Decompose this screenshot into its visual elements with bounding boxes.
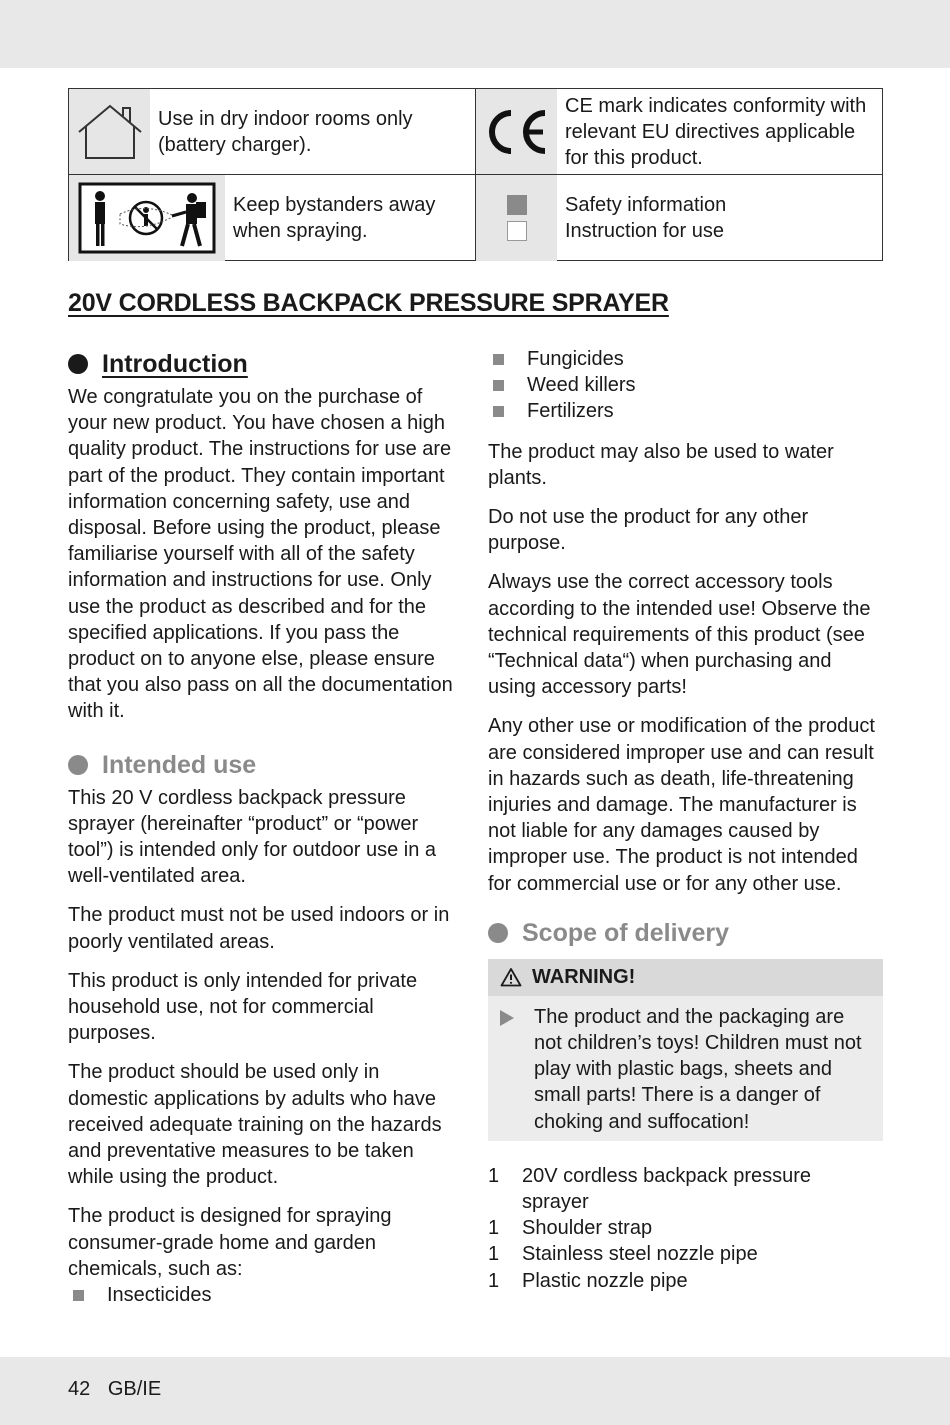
item-qty: 1 bbox=[488, 1243, 500, 1266]
right-column bbox=[488, 346, 883, 1294]
bullet-dot-icon bbox=[68, 354, 88, 374]
bullet-dot-icon bbox=[68, 755, 88, 775]
warning-title: WARNING! bbox=[532, 966, 636, 989]
instruction-label: Instruction for use bbox=[565, 220, 724, 242]
symbols-table bbox=[68, 88, 883, 261]
item-name: Stainless steel nozzle pipe bbox=[522, 1243, 758, 1266]
intended-use-paragraph: The product is designed for spraying consumer-grade home and garden chemicals, such as: bbox=[68, 1205, 392, 1280]
introduction-text: We congratulate you on the purchase of your new product. You have chosen a high quality product. The instructions for use are part of the product. They contain important information concerning safety, use and disposal. Before using the product, please familiarise yourself with all of the safety information and instructions for use. Only use the product as described and for the specified applications. If you pass the product on to anyone else, please ensure that you also pass on all the documentation with it. bbox=[68, 386, 453, 723]
intended-use-heading-text: Intended use bbox=[102, 750, 257, 779]
list-item bbox=[488, 372, 883, 398]
item-name: Shoulder strap bbox=[522, 1217, 653, 1240]
list-item bbox=[488, 398, 883, 424]
ce-mark-icon bbox=[476, 89, 557, 174]
intended-use-paragraph: Any other use or modification of the product are considered improper use and can result in hazards such as death, life-threatening injuries and damage. The manufacturer is not liable for any damages caused by improper use. The product is not intended for commercial use or for any other use. bbox=[488, 715, 875, 895]
chemical-label: Insecticides bbox=[107, 1284, 212, 1307]
warning-triangle-icon bbox=[500, 967, 522, 987]
header-band bbox=[0, 0, 950, 68]
warning-body bbox=[488, 996, 883, 1141]
intended-use-paragraph: Do not use the product for any other purpose. bbox=[488, 506, 809, 555]
warning-text: The product and the packaging are not children’s toys! Children must not play with plastic bags, sheets and small parts! There is a danger of choking and suffocation! bbox=[534, 1005, 862, 1133]
chemical-label: Fungicides bbox=[527, 348, 624, 370]
list-item bbox=[68, 1282, 463, 1308]
legend-squares bbox=[476, 175, 557, 261]
legend-text bbox=[565, 175, 880, 261]
locale-label: GB/IE bbox=[107, 1378, 162, 1400]
item-qty: 1 bbox=[488, 1164, 500, 1187]
warning-box bbox=[488, 959, 883, 1141]
chemical-label: Fertilizers bbox=[527, 400, 614, 423]
scope-heading-text: Scope of delivery bbox=[522, 918, 730, 947]
page-footer bbox=[68, 1378, 173, 1401]
square-bullet-icon bbox=[493, 406, 504, 417]
instruction-square-icon bbox=[507, 221, 527, 241]
delivery-item bbox=[488, 1215, 883, 1241]
intended-use-paragraph: The product must not be used indoors or in poorly ventilated areas. bbox=[68, 904, 450, 953]
intended-use-paragraph: This product is only intended for private household use, not for commercial purposes. bbox=[68, 969, 418, 1045]
bullet-dot-icon bbox=[488, 923, 508, 943]
item-qty: 1 bbox=[488, 1217, 500, 1240]
page-number: 42 bbox=[68, 1378, 91, 1400]
list-item bbox=[488, 346, 883, 372]
square-bullet-icon bbox=[493, 380, 504, 391]
delivery-item bbox=[488, 1268, 883, 1294]
intended-use-paragraph: This 20 V cordless backpack pressure sprayer (hereinafter “product” or “power tool”) is intended only for outdoor use in a well-ventilated area. bbox=[68, 786, 436, 888]
indoor-use-text: Use in dry indoor rooms only (battery charger). bbox=[158, 107, 413, 156]
chemical-label: Weed killers bbox=[527, 374, 636, 397]
item-name: 20V cordless backpack pressure sprayer bbox=[522, 1164, 812, 1214]
delivery-item bbox=[488, 1163, 883, 1215]
intended-use-paragraph: The product may also be used to water plants. bbox=[488, 440, 834, 489]
square-bullet-icon bbox=[73, 1290, 84, 1301]
introduction-heading-text: Introduction bbox=[102, 349, 248, 378]
house-icon bbox=[69, 89, 150, 174]
left-column bbox=[68, 346, 463, 1308]
square-bullet-icon bbox=[493, 354, 504, 365]
introduction-heading bbox=[68, 346, 463, 382]
delivery-item bbox=[488, 1241, 883, 1267]
intended-use-paragraph: Always use the correct accessory tools according to the intended use! Observe the technical requirements of this product (see “Technical data“) when purchasing and using accessory parts! bbox=[488, 571, 871, 699]
item-name: Plastic nozzle pipe bbox=[522, 1269, 688, 1292]
ce-mark-text: CE mark indicates conformity with relevant EU directives applicable for this product. bbox=[565, 94, 867, 169]
page-title: 20V CORDLESS BACKPACK PRESSURE SPRAYER bbox=[68, 289, 669, 317]
bystanders-warning-icon bbox=[69, 175, 225, 261]
safety-square-icon bbox=[507, 195, 527, 215]
item-qty: 1 bbox=[488, 1269, 500, 1292]
warning-header bbox=[488, 959, 883, 996]
intended-use-heading bbox=[68, 747, 463, 783]
symbols-row bbox=[69, 175, 882, 261]
symbols-row bbox=[69, 89, 882, 175]
bystanders-text: Keep bystanders away when spraying. bbox=[233, 194, 436, 242]
scope-of-delivery-heading bbox=[488, 915, 883, 951]
intended-use-paragraph: The product should be used only in domestic applications by adults who have received adequate training on the hazards and preventative measures to be taken while using the product. bbox=[68, 1061, 442, 1189]
arrow-bullet-icon bbox=[500, 1010, 514, 1026]
safety-info-label: Safety information bbox=[565, 194, 727, 216]
